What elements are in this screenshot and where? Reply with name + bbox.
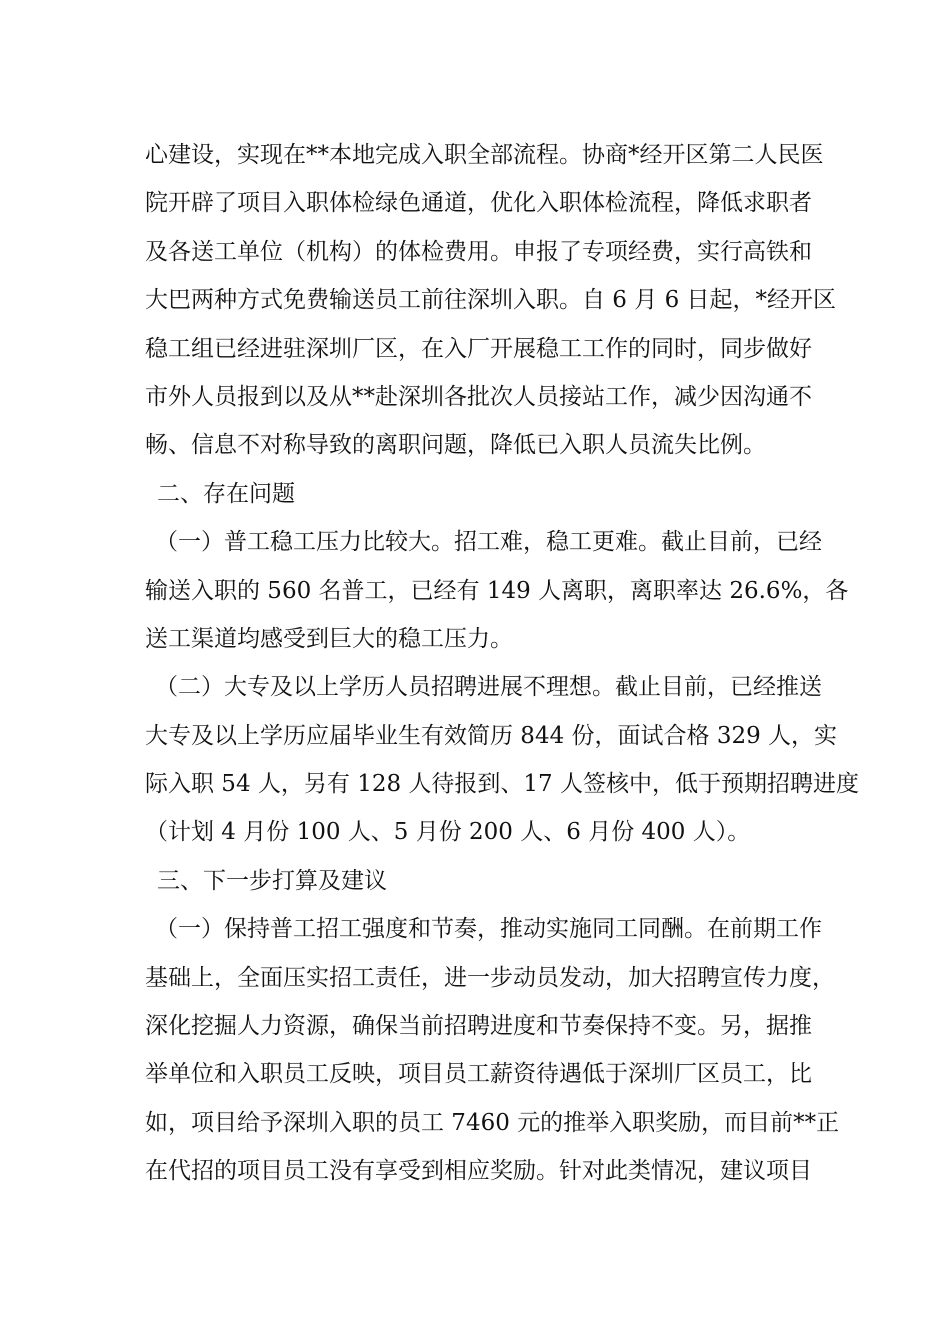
body-text-line: 市外人员报到以及从**赴深圳各批次人员接站工作，减少因沟通不: [145, 383, 812, 410]
paragraph-first-line: （一）普工稳工压力比较大。招工难，稳工更难。截止目前，已经: [155, 529, 822, 556]
body-text-line: 及各送工单位（机构）的体检费用。申报了专项经费，实行高铁和: [145, 238, 812, 265]
body-text-line: 输送入职的 560 名普工，已经有 149 人离职，离职率达 26.6%，各: [145, 577, 849, 604]
section-heading: 三、下一步打算及建议: [157, 867, 387, 894]
body-text-line: 举单位和入职员工反映，项目员工薪资待遇低于深圳厂区员工，比: [145, 1061, 812, 1088]
body-text-line: 院开辟了项目入职体检绿色通道，优化入职体检流程，降低求职者: [145, 190, 812, 217]
body-text-line: 心建设，实现在**本地完成入职全部流程。协商*经开区第二人民医: [145, 142, 824, 168]
paragraph-first-line: （一）保持普工招工强度和节奏，推动实施同工同酬。在前期工作: [155, 916, 822, 943]
paragraph-first-line: （二）大专及以上学历人员招聘进展不理想。截止目前，已经推送: [155, 674, 822, 701]
body-text-line: 送工渠道均感受到巨大的稳工压力。: [145, 625, 513, 652]
body-text-line: 深化挖掘人力资源，确保当前招聘进度和节奏保持不变。另，据推: [145, 1013, 812, 1040]
body-text-line: （计划 4 月份 100 人、5 月份 200 人、6 月份 400 人）。: [145, 819, 751, 846]
body-text-line: 大巴两种方式免费输送员工前往深圳入职。自 6 月 6 日起，*经开区: [145, 287, 837, 314]
body-text-line: 际入职 54 人，另有 128 人待报到、17 人签核中，低于预期招聘进度: [145, 771, 859, 798]
body-text-line: 在代招的项目员工没有享受到相应奖励。针对此类情况，建议项目: [145, 1158, 812, 1185]
body-text-line: 如，项目给予深圳入职的员工 7460 元的推举入职奖励，而目前**正: [145, 1109, 840, 1136]
body-text-line: 基础上，全面压实招工责任，进一步动员发动，加大招聘宣传力度，: [145, 964, 835, 991]
body-text-line: 稳工组已经进驻深圳厂区，在入厂开展稳工工作的同时，同步做好: [145, 335, 812, 362]
body-text-line: 大专及以上学历应届毕业生有效简历 844 份，面试合格 329 人，实: [145, 722, 838, 749]
section-heading: 二、存在问题: [157, 480, 295, 507]
document-body: [145, 131, 859, 1196]
body-text-line: 畅、信息不对称导致的离职问题，降低已入职人员流失比例。: [145, 432, 766, 459]
